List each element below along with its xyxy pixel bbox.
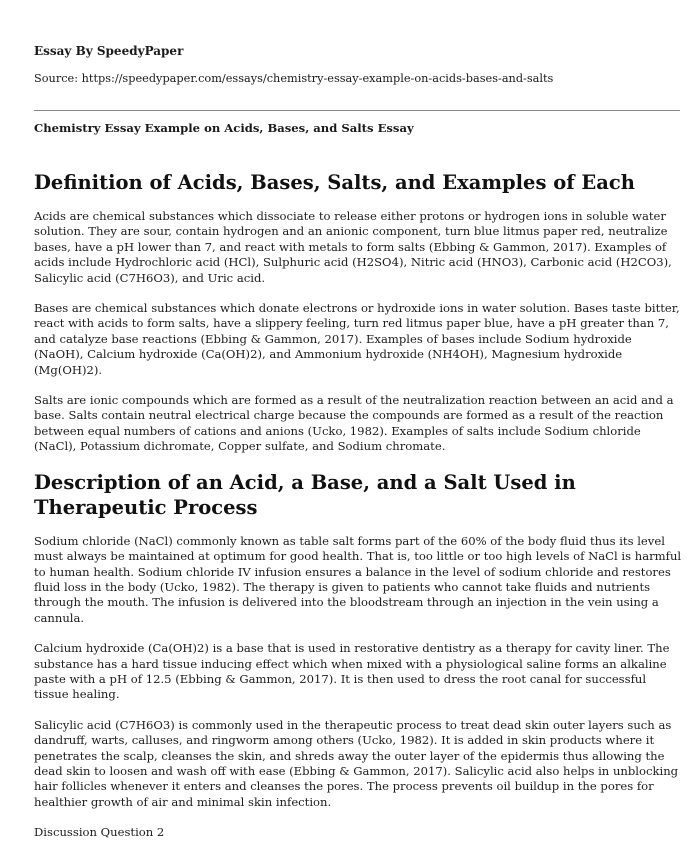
paragraph-bases: Bases are chemical substances which donate electrons or hydroxide ions in water solution. Bases taste bitter, react with acids to form salts, have a slippery feeling, turn red litmus paper blue, have a pH greater than 7, and catalyze base reactions (Ebbing & Gammon, 2017). Examples of bases include Sodium hydroxide (NaOH), Calcium hydroxide (Ca(OH)2), and Ammonium hydroxide (NH4OH), Magnesium hydroxide (Mg(OH)2).	[34, 301, 680, 377]
section-heading-therapeutic: Description of an Acid, a Base, and a Salt Used in Therapeutic Process	[34, 470, 576, 519]
header-divider	[34, 110, 680, 111]
document-title: Chemistry Essay Example on Acids, Bases, and Salts Essay	[34, 121, 414, 135]
paragraph-salts: Salts are ionic compounds which are formed as a result of the neutralization reaction between an acid and a base. Salts contain neutral electrical charge because the compounds are formed as a result of the reaction between equal numbers of cations and anions (Ucko, 1982). Examples of salts include Sodium chloride (NaCl), Potassium dichromate, Copper sulfate, and Sodium chromate.	[34, 393, 674, 454]
section-heading-definitions: Definition of Acids, Bases, Salts, and Examples of Each	[34, 171, 635, 194]
paragraph-acids: Acids are chemical substances which dissociate to release either protons or hydrogen ions in soluble water solution. They are sour, contain hydrogen and an anionic component, turn blue litmus paper red, neutralize bases, have a pH lower than 7, and react with metals to form salts (Ebbing & Gammon, 2017). Examples of acids include Hydrochloric acid (HCl), Sulphuric acid (H2SO4), Nitric acid (HNO3), Carbonic acid (H2CO3), Salicylic acid (C7H6O3), and Uric acid.	[34, 209, 672, 285]
source-line: Source: https://speedypaper.com/essays/chemistry-essay-example-on-acids-bases-and-salts	[34, 72, 554, 85]
paragraph-calcium-hydroxide: Calcium hydroxide (Ca(OH)2) is a base that is used in restorative dentistry as a therapy for cavity liner. The substance has a hard tissue inducing effect which when mixed with a physiological saline forms an alkaline paste with a pH of 12.5 (Ebbing & Gammon, 2017). It is then used to dress the root canal for successful tissue healing.	[34, 641, 670, 702]
brand-label: Essay By SpeedyPaper	[34, 44, 184, 58]
discussion-question-label: Discussion Question 2	[34, 825, 165, 840]
paragraph-sodium-chloride: Sodium chloride (NaCl) commonly known as table salt forms part of the 60% of the body fluid thus its level must always be maintained at optimum for good health. That is, too little or too high levels of NaCl is harmful to human health. Sodium chloride IV infusion ensures a balance in the level of sodium chloride and restores fluid loss in the body (Ucko, 1982). The therapy is given to patients who cannot take fluids and nutrients through the mouth. The infusion is delivered into the bloodstream through an injection in the vein using a cannula.	[34, 533, 682, 625]
paragraph-salicylic-acid: Salicylic acid (C7H6O3) is commonly used in the therapeutic process to treat dead skin outer layers such as dandruff, warts, calluses, and ringworm among others (Ucko, 1982). It is added in skin products where it penetrates the scalp, cleanses the skin, and shreds away the outer layer of the epidermis thus allowing the dead skin to loosen and wash off with ease (Ebbing & Gammon, 2017). Salicylic acid also helps in unblocking hair follicles whenever it enters and cleanses the pores. The process prevents oil buildup in the pores for healthier growth of air and minimal skin infection.	[34, 717, 679, 809]
essay-body	[34, 170, 682, 856]
